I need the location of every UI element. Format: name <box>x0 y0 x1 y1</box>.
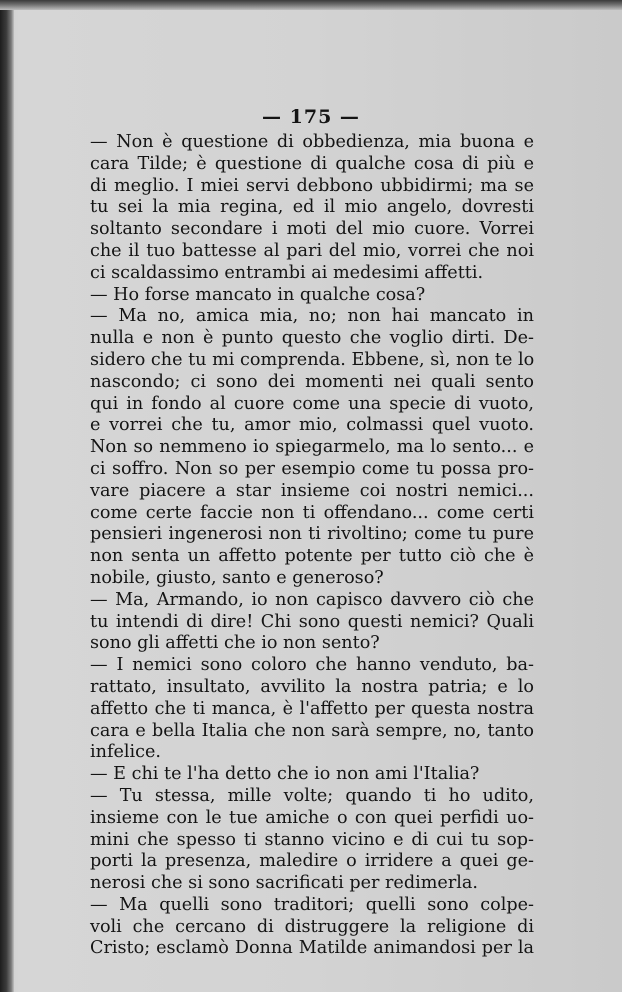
text-line: — Ma no, amica mia, no; non hai mancato in <box>90 306 534 327</box>
text-line: e vorrei che tu, amor mio, colmassi quel vuoto. <box>90 415 534 436</box>
text-line: non senta un affetto potente per tutto ciò che è <box>90 546 534 567</box>
text-line: mini che spesso ti stanno vicino e di cui tu sop- <box>90 829 534 850</box>
text-line: sidero che tu mi comprenda. Ebbene, sì, non te lo <box>90 349 535 370</box>
text-line: — Ma, Armando, io non capisco davvero ciò che <box>90 589 534 610</box>
text-line: ci soffro. Non so per esempio come tu possa pro- <box>90 458 534 479</box>
page-top-edge <box>0 0 622 10</box>
text-line: di meglio. I miei servi debbono ubbidirmi; ma se <box>90 175 534 196</box>
text-line: pensieri ingenerosi non ti rivoltino; come tu pure <box>90 524 534 545</box>
text-line: cara e bella Italia che non sarà sempre, no, tanto <box>90 720 534 741</box>
text-line: vare piacere a star insieme coi nostri nemici... <box>90 480 534 501</box>
text-line: nobile, giusto, santo e generoso? <box>90 567 384 588</box>
text-line: — Non è questione di obbedienza, mia buona e <box>90 132 534 152</box>
text-line: porti la presenza, maledire o irridere a quei ge- <box>90 851 534 872</box>
text-line: — Tu stessa, mille volte; quando ti ho udito, <box>90 785 534 806</box>
text-line: nascondo; ci sono dei momenti nei quali sento <box>90 371 534 392</box>
text-line: che il tuo battesse al pari del mio, vorrei che noi <box>90 240 534 261</box>
text-line: voli che cercano di distruggere la religione di <box>90 916 534 937</box>
text-line: insieme con le tue amiche o con quei perfidi uo- <box>90 807 534 828</box>
text-line: — Ma quelli sono traditori; quelli sono colpe- <box>90 894 534 915</box>
text-line: — E chi te l'ha detto che io non ami l'Italia? <box>90 764 480 785</box>
text-line: tu intendi di dire! Chi sono questi nemici? Quali <box>90 611 534 632</box>
page-number: — 175 — <box>262 106 360 128</box>
body-text <box>90 132 534 960</box>
text-line: cara Tilde; è questione di qualche cosa di più e <box>90 153 534 174</box>
text-line: infelice. <box>90 742 161 763</box>
text-line: — I nemici sono coloro che hanno venduto, ba- <box>90 655 534 676</box>
page-binding-shadow <box>0 0 14 992</box>
text-line: sono gli affetti che io non sento? <box>90 633 380 654</box>
text-line: soltanto secondare i moti del mio cuore. Vorrei <box>90 219 534 240</box>
text-line: come certe faccie non ti offendano... come certi <box>90 502 534 523</box>
text-line: qui in fondo al cuore come una specie di vuoto, <box>90 393 534 414</box>
text-line: ci scaldassimo entrambi ai medesimi affetti. <box>90 262 484 283</box>
text-line: affetto che ti manca, è l'affetto per questa nostra <box>90 698 534 719</box>
text-line: rattato, insultato, avvilito la nostra patria; e lo <box>90 676 534 697</box>
text-line: tu sei la mia regina, ed il mio angelo, dovresti <box>90 197 534 218</box>
text-line: nerosi che si sono sacrificati per redimerla. <box>90 873 478 894</box>
text-line: — Ho forse mancato in qualche cosa? <box>90 284 426 305</box>
text-line: nulla e non è punto questo che voglio dirti. De- <box>90 328 534 349</box>
text-line: Non so nemmeno io spiegarmelo, ma lo sento... e <box>90 437 534 458</box>
text-line: Cristo; esclamò Donna Matilde animandosi per la <box>90 938 534 959</box>
